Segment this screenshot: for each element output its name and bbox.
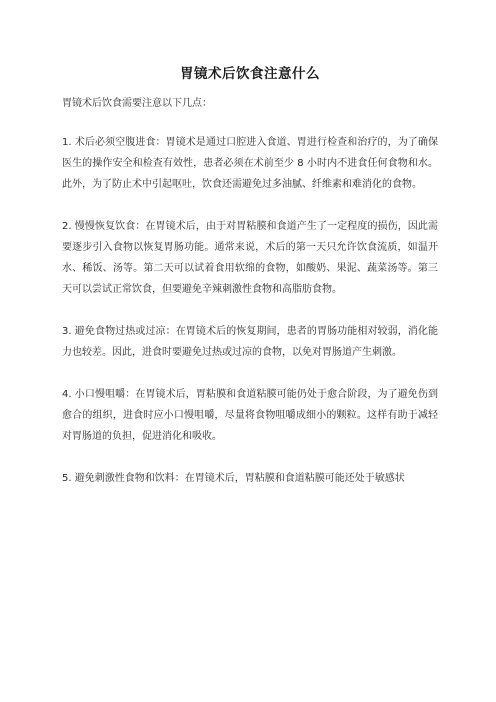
intro-text: 胃镜术后饮食需要注意以下几点：: [62, 98, 212, 109]
paragraph-5: 5. 避免刺激性食物和饮料：在胃镜术后，胃粘膜和食道粘膜可能还处于敏感状: [62, 473, 405, 484]
paragraph-2: 2. 慢慢恢复饮食：在胃镜术后，由于对胃粘膜和食道产生了一定程度的损伤，因此需要逐步引入食物以恢复胃肠功能。通常来说，术后的第一天只允许饮食流质，如温开水、稀饭、汤等。第二天可以试着食用软绵的食物，如酸奶、果泥、蔬菜汤等。第三天可以尝试正常饮食，但要避免辛辣刺激性食物和高脂肪食物。: [62, 221, 438, 295]
paragraph-1: 1. 术后必须空腹进食：胃镜术是通过口腔进入食道、胃进行检查和治疗的，为了确保医生的操作安全和检查有效性，患者必须在术前至少 8 小时内不进食任何食物和水。此外，为了防止术中引起呕吐，饮食还需避免过多油腻、纤维素和难消化的食物。: [62, 137, 438, 190]
paragraph-4: 4. 小口慢咀嚼：在胃镜术后，胃粘膜和食道粘膜可能仍处于愈合阶段，为了避免伤到愈合的组织，进食时应小口慢咀嚼，尽量将食物咀嚼成细小的颗粒。这样有助于减轻对胃肠道的负担，促进消化和吸收。: [62, 389, 438, 442]
document-title: 胃镜术后饮食注意什么: [180, 66, 320, 82]
paragraph-3: 3. 避免食物过热或过凉：在胃镜术后的恢复期间，患者的胃肠功能相对较弱，消化能力也较差。因此，进食时要避免过热或过凉的食物，以免对胃肠道产生刺激。: [62, 326, 438, 358]
